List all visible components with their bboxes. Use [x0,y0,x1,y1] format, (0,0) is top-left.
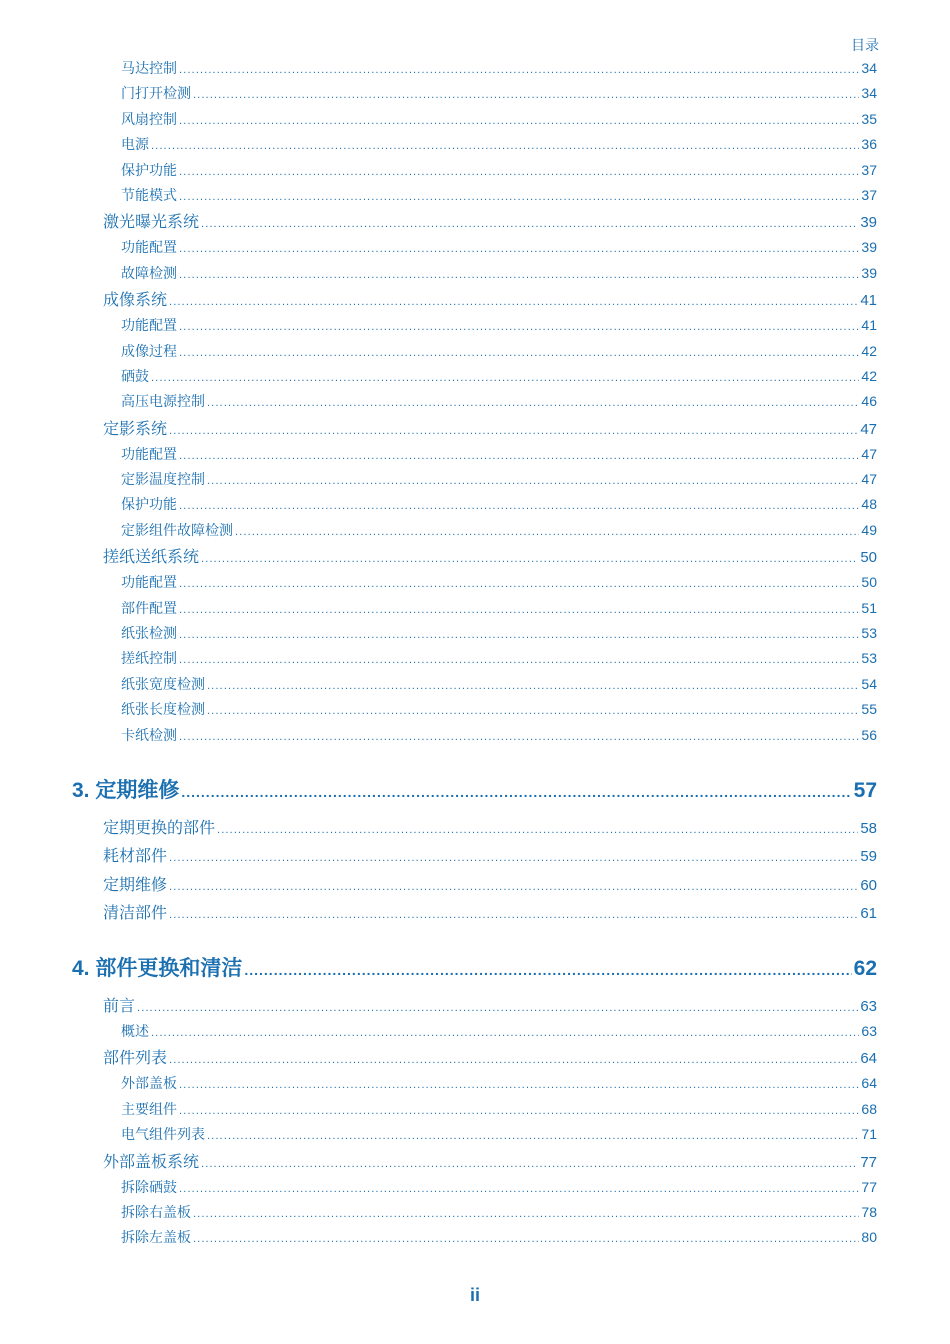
toc-entry-page: 54 [861,675,877,692]
toc-section-label: 部件列表 [103,1048,168,1068]
toc-entry-label: 拆除左盖板 [121,1230,191,1247]
dot-leader [169,289,858,316]
toc-entry[interactable] [0,389,950,414]
toc-entry-label: 外部盖板 [121,1076,177,1093]
toc-chapter-title: 3. 定期维修 [72,778,180,802]
toc-entry-page: 42 [861,342,877,359]
toc-entry-page: 47 [861,471,877,488]
toc-entry-label: 电源 [121,137,149,154]
toc-entry-page: 68 [861,1100,877,1117]
toc-section[interactable] [0,899,950,928]
toc-entry[interactable] [0,596,950,621]
toc-entry-page: 49 [861,521,877,538]
toc-section-label: 激光曝光系统 [103,212,200,232]
toc-section[interactable] [0,992,950,1019]
toc-entry[interactable] [0,183,950,208]
toc-chapter-page: 62 [853,956,877,980]
toc-entry[interactable] [0,1019,950,1044]
toc-section-label: 耗材部件 [103,846,168,866]
toc-section-page: 39 [860,214,877,232]
dot-leader [193,1202,859,1227]
dot-leader [179,1177,859,1202]
toc-entry-label: 故障检测 [121,265,177,282]
toc-entry-label: 保护功能 [121,162,177,179]
toc-entry[interactable] [0,672,950,697]
toc-entry-page: 34 [861,60,877,76]
toc-entry[interactable] [0,235,950,260]
toc-entry[interactable] [0,158,950,183]
toc-section[interactable] [0,1148,950,1175]
toc-entry-page: 51 [861,599,877,616]
toc-section-label: 定影系统 [103,418,168,438]
dot-leader [235,520,859,545]
toc-section-label: 成像系统 [103,290,168,310]
toc-entry-page: 37 [861,186,877,203]
toc-entry-label: 纸张检测 [121,626,177,643]
dot-leader [179,572,859,597]
table-of-contents [0,56,950,1251]
dot-leader [179,185,859,210]
toc-entry[interactable] [0,1097,950,1122]
toc-entry-page: 55 [861,701,877,718]
dot-leader [179,109,859,134]
toc-entry-page: 46 [861,393,877,410]
dot-leader [151,1021,859,1046]
dot-leader [217,817,858,846]
dot-leader [179,237,859,262]
dot-leader [179,1073,859,1098]
toc-section-page: 59 [860,848,877,866]
toc-entry-label: 功能配置 [121,575,177,592]
toc-section[interactable] [0,415,950,442]
toc-entry-label: 功能配置 [121,318,177,335]
toc-entry[interactable] [0,1200,950,1225]
toc-section-label: 搓纸送纸系统 [103,547,200,567]
toc-entry-page: 34 [861,85,877,102]
toc-entry[interactable] [0,81,950,106]
toc-chapter-title: 4. 部件更换和清洁 [72,956,243,980]
toc-section[interactable] [0,871,950,900]
dot-leader [169,874,858,903]
toc-entry-page: 64 [861,1075,877,1092]
toc-chapter-page: 57 [853,778,877,802]
toc-entry-page: 80 [861,1229,877,1246]
toc-entry-page: 37 [861,161,877,178]
toc-entry[interactable] [0,56,950,81]
toc-entry-label: 概述 [121,1023,149,1040]
toc-entry[interactable] [0,132,950,157]
toc-entry-label: 电气组件列表 [121,1127,205,1144]
dot-leader [179,263,859,288]
toc-entry-page: 71 [861,1126,877,1143]
toc-entry[interactable] [0,261,950,286]
toc-entry[interactable] [0,723,950,748]
toc-section-page: 64 [860,1050,877,1068]
toc-entry-label: 节能模式 [121,187,177,204]
dot-leader [207,391,859,416]
toc-entry-label: 拆除右盖板 [121,1204,191,1221]
toc-entry[interactable] [0,646,950,671]
toc-entry-label: 卡纸检测 [121,727,177,744]
dot-leader [201,211,858,238]
toc-section[interactable] [0,814,950,843]
toc-entry[interactable] [0,1122,950,1147]
toc-entry-label: 高压电源控制 [121,394,205,411]
dot-leader [169,1047,858,1074]
toc-entry-label: 功能配置 [121,240,177,257]
toc-entry-page: 36 [861,136,877,153]
dot-leader [201,546,858,573]
dot-leader [151,134,859,159]
toc-entry-label: 部件配置 [121,600,177,617]
toc-section-page: 77 [860,1153,877,1171]
page-header-title: 目录 [851,38,879,54]
toc-entry[interactable] [0,570,950,595]
toc-chapter-4[interactable] [0,952,950,986]
toc-entry-page: 78 [861,1203,877,1220]
toc-entry[interactable] [0,621,950,646]
toc-entry[interactable] [0,697,950,722]
toc-section[interactable] [0,208,950,235]
dot-leader [201,1151,858,1178]
toc-section-label: 前言 [103,995,136,1015]
dot-leader [179,623,859,648]
toc-section-page: 50 [860,549,877,567]
dot-leader [169,418,858,445]
toc-entry-page: 39 [861,239,877,256]
dot-leader [169,902,858,931]
toc-section[interactable] [0,1044,950,1071]
toc-entry-page: 35 [861,110,877,127]
toc-entry-label: 定影温度控制 [121,472,205,489]
toc-entry[interactable] [0,364,950,389]
toc-entry-label: 硒鼓 [121,368,149,385]
toc-entry-page: 47 [861,445,877,462]
dot-leader [179,160,859,185]
toc-entry-label: 成像过程 [121,343,177,360]
toc-section-label: 清洁部件 [103,903,168,923]
toc-section-label: 定期维修 [103,874,168,894]
toc-entry[interactable] [0,442,950,467]
dot-leader [179,341,859,366]
toc-entry-label: 马达控制 [121,61,177,77]
dot-leader [137,995,858,1022]
toc-entry-label: 纸张长度检测 [121,702,205,719]
toc-entry-page: 56 [861,726,877,743]
toc-entry-label: 门打开检测 [121,86,191,103]
dot-leader [181,775,851,809]
toc-entry-page: 53 [861,650,877,667]
toc-entry-page: 39 [861,264,877,281]
toc-section-page: 63 [860,997,877,1015]
toc-entry-page: 50 [861,574,877,591]
toc-entry-page: 41 [861,317,877,334]
toc-entry[interactable] [0,1071,950,1096]
toc-entry[interactable] [0,492,950,517]
toc-section-page: 58 [860,819,877,837]
toc-entry[interactable] [0,1225,950,1250]
dot-leader [179,444,859,469]
toc-entry-page: 48 [861,496,877,513]
dot-leader [193,1227,859,1252]
dot-leader [244,953,851,987]
toc-entry-label: 定影组件故障检测 [121,522,233,539]
toc-section[interactable] [0,286,950,313]
dot-leader [169,845,858,874]
dot-leader [179,725,859,750]
dot-leader [207,699,859,724]
toc-chapter-3[interactable] [0,774,950,808]
toc-entry-label: 搓纸控制 [121,651,177,668]
page-number: ii [469,1285,480,1305]
toc-entry[interactable] [0,1175,950,1200]
toc-section-page: 60 [860,876,877,894]
toc-entry-page: 53 [861,625,877,642]
dot-leader [179,1099,859,1124]
toc-entry[interactable] [0,313,950,338]
toc-entry[interactable] [0,339,950,364]
toc-entry-label: 风扇控制 [121,111,177,128]
toc-section-label: 定期更换的部件 [103,817,216,837]
toc-entry[interactable] [0,467,950,492]
toc-entry-label: 拆除硒鼓 [121,1179,177,1196]
toc-section-page: 61 [860,905,877,923]
dot-leader [179,58,859,83]
dot-leader [179,648,859,673]
dot-leader [207,1124,859,1149]
toc-section-page: 47 [860,420,877,438]
toc-entry-label: 纸张宽度检测 [121,676,205,693]
toc-section[interactable] [0,842,950,871]
toc-entry-page: 63 [861,1022,877,1039]
toc-entry-label: 功能配置 [121,446,177,463]
toc-entry-label: 保护功能 [121,497,177,514]
toc-entry-page: 42 [861,367,877,384]
toc-entry[interactable] [0,107,950,132]
toc-entry-page: 77 [861,1178,877,1195]
toc-section[interactable] [0,543,950,570]
dot-leader [179,494,859,519]
toc-section-page: 41 [860,292,877,310]
toc-entry-label: 主要组件 [121,1101,177,1118]
dot-leader [207,674,859,699]
toc-section-label: 外部盖板系统 [103,1151,200,1171]
dot-leader [207,469,859,494]
toc-entry[interactable] [0,518,950,543]
dot-leader [193,83,859,108]
dot-leader [179,315,859,340]
dot-leader [179,598,859,623]
dot-leader [151,366,859,391]
